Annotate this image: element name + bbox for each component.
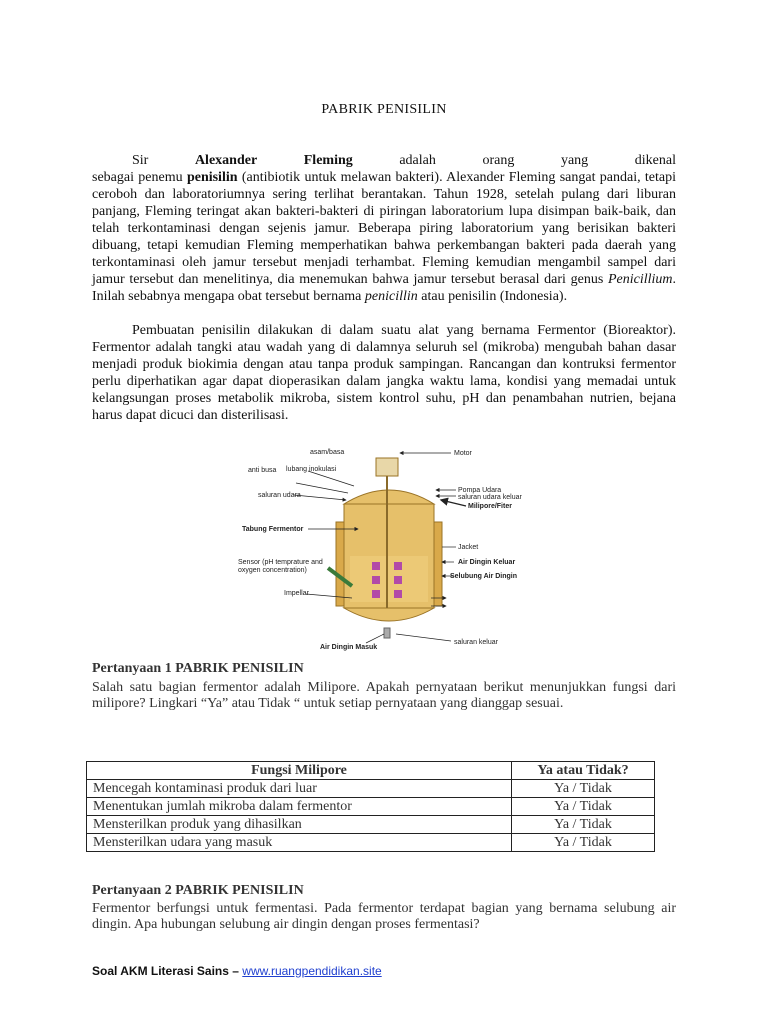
table-row xyxy=(87,816,655,834)
diagram-label: saluran udara keluar xyxy=(458,494,522,501)
diagram-label: Sensor (pH temprature and xyxy=(238,559,323,566)
table-header: Ya atau Tidak? xyxy=(512,762,655,780)
diagram-label: Impellar xyxy=(284,590,309,597)
diagram-label: Air Dingin Masuk xyxy=(320,644,378,651)
paragraph-fleming xyxy=(92,152,676,305)
diagram-label: Pompa Udara xyxy=(458,487,502,494)
diagram-label: Motor xyxy=(454,450,472,457)
text-run: Pembuatan penisilin dilakukan di dalam suatu alat yang bernama Fermentor (Bioreaktor). Fermentor adalah tangki atau wadah yang di dalamnya seluruh sel (mikroba) mengubah bahan dasar menjadi produk biokimia dengan atau tanpa produk sampingan. Rancangan dan kontruksi fermentor perlu diperhatikan agar dapat dioperasikan dalam jangka waktu lama, kondisi yang memadai untuk kelangsungan proses metabolik mikroba, sistem kontrol suhu, pH dan penambahan nutrien, bejana harus dapat dicuci dan disterilisasi. xyxy=(92,323,676,423)
diagram-label: saluran udara xyxy=(258,492,301,499)
diagram-label: Selubung Air Dingin xyxy=(450,573,518,580)
answer-cell[interactable]: Ya / Tidak xyxy=(512,816,655,834)
text-run: atau penisilin (Indonesia). xyxy=(417,289,568,304)
word: Fleming xyxy=(303,153,353,168)
table-header: Fungsi Milipore xyxy=(87,762,512,780)
table-cell: Mensterilkan udara yang masuk xyxy=(87,834,512,852)
question1-heading: Pertanyaan 1 PABRIK PENISILIN xyxy=(92,661,304,676)
text-run: sebagai penemu xyxy=(92,170,187,185)
answer-cell[interactable]: Ya / Tidak xyxy=(512,798,655,816)
diagram-label: Milipore/Fiter xyxy=(468,503,512,510)
table-header-row xyxy=(87,762,655,780)
question2-heading: Pertanyaan 2 PABRIK PENISILIN xyxy=(92,883,304,898)
footer-prefix: Soal AKM Literasi Sains – xyxy=(92,964,243,978)
bold-term: penisilin xyxy=(186,170,238,185)
answer-cell[interactable]: Ya / Tidak xyxy=(512,780,655,798)
page-title: PABRIK PENISILIN xyxy=(321,102,447,117)
question1-text: Salah satu bagian fermentor adalah Milipore. Apakah pernyataan berikut menunjukkan fungsi dari milipore? Lingkari “Ya” atau Tidak “ untuk setiap pernyataan yang dianggap sesuai. xyxy=(92,680,676,711)
diagram-label: Tabung Fermentor xyxy=(242,526,304,533)
table-row xyxy=(87,834,655,852)
word: yang xyxy=(560,153,589,168)
table-row xyxy=(87,798,655,816)
table-row xyxy=(87,780,655,798)
word: orang xyxy=(482,153,515,168)
first-line xyxy=(92,152,676,169)
word: dikenal xyxy=(634,153,676,168)
diagram-label: asam/basa xyxy=(310,449,345,456)
diagram-label: Air Dingin Keluar xyxy=(458,559,516,566)
footer xyxy=(92,964,382,978)
table-cell: Mensterilkan produk yang dihasilkan xyxy=(87,816,512,834)
milipore-table xyxy=(86,761,655,852)
diagram-label: Jacket xyxy=(458,544,479,551)
answer-cell[interactable]: Ya / Tidak xyxy=(512,834,655,852)
diagram-label: saluran keluar xyxy=(454,639,498,646)
word: Alexander xyxy=(194,153,258,168)
tank-icon xyxy=(336,490,442,621)
text-run: . Inilah sebabnya mengapa obat tersebut bernama xyxy=(92,272,676,304)
italic-term: penicillin xyxy=(364,289,418,304)
table-cell: Menentukan jumlah mikroba dalam fermentor xyxy=(87,798,512,816)
text-run: (antibiotik untuk melawan bakteri). Alexander Fleming sangat pandai, tetapi ceroboh dan laboratoriumnya sering terlihat berantakan. Tahun 1928, setelah pulang dari liburan panjang, Fleming teringat akan bakteri-bakteri di piringan laboratorium lupa disimpan baik-baik, dan telah terkontaminasi dengan sejenis jamur. Beberapa piring laboratorium yang berisikan bakteri dibuang, tetapi kemudian Fleming memperhatikan bahwa perkembangan bakteri pada daerah yang terkontaminasi oleh jamur tersebut menjadi terhambat. Fleming kemudian mengambil sampel dari jamur tersebut dan menelitinya, dia menemukan bahwa jamur tersebut berasal dari genus xyxy=(92,170,677,287)
italic-term: Penicillium xyxy=(607,272,673,287)
question2-text: Fermentor berfungsi untuk fermentasi. Pada fermentor terdapat bagian yang bernama selubung air dingin. Apa hubungan selubung air dingin dengan proses fermentasi? xyxy=(92,901,676,932)
paragraph-fermentor xyxy=(92,322,676,424)
table-cell: Mencegah kontaminasi produk dari luar xyxy=(87,780,512,798)
motor-icon xyxy=(376,458,398,476)
diagram-label: anti busa xyxy=(248,467,277,474)
word: Sir xyxy=(132,153,149,168)
diagram-label: lubang inokulasi xyxy=(286,466,337,473)
fermentor-diagram xyxy=(236,438,532,660)
word: adalah xyxy=(399,153,436,168)
diagram-label: oxygen concentration) xyxy=(238,567,307,574)
footer-link[interactable]: www.ruangpendidikan.site xyxy=(242,964,382,978)
